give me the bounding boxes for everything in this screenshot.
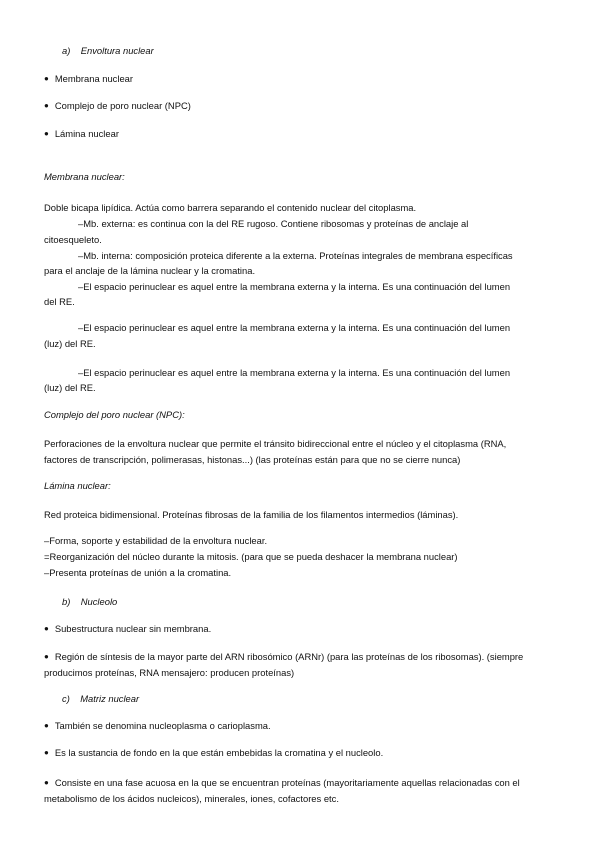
espacio-1-line1: –El espacio perinuclear es aquel entre la membrana externa y la interna. Es una continuación del lumen	[78, 281, 511, 292]
mb-interna-line2: para el anclaje de la lámina nuclear y la cromatina.	[44, 265, 256, 276]
poro-heading: Complejo del poro nuclear (NPC):	[44, 409, 185, 420]
section-a-label: a)	[62, 45, 71, 56]
nucleolo-bullet-2-line2: producimos proteínas, RNA mensajero: producen proteínas)	[44, 667, 295, 678]
matriz-bullet-2: ● Es la sustancia de fondo en la que están embebidas la cromatina y el nucleolo.	[44, 745, 383, 762]
matriz-bullet-3-line2: metabolismo de los ácidos nucleicos), minerales, iones, cofactores etc.	[44, 793, 339, 804]
membrana-intro: Doble bicapa lipídica. Actúa como barrera separando el contenido nuclear del citoplasma.	[44, 202, 417, 213]
matriz-bullet-1: ● También se denomina nucleoplasma o carioplasma.	[44, 718, 271, 735]
bullet-complejo-poro: ● Complejo de poro nuclear (NPC)	[44, 98, 191, 115]
espacio-2-line2: (luz) del RE.	[44, 338, 96, 349]
section-c-label: c)	[62, 693, 70, 704]
espacio-1-line2: del RE.	[44, 296, 75, 307]
poro-line1: Perforaciones de la envoltura nuclear que permite el tránsito bidireccional entre el núcleo y el citoplasma (RNA,	[44, 438, 507, 449]
section-a-heading	[62, 43, 154, 59]
section-c-title: Matriz nuclear	[80, 693, 140, 704]
mb-interna-line1: –Mb. interna: composición proteica diferente a la externa. Proteínas integrales de membrana específicas	[78, 250, 513, 261]
espacio-3-line1: –El espacio perinuclear es aquel entre la membrana externa y la interna. Es una continuación del lumen	[78, 367, 511, 378]
mb-externa-line2: citoesqueleto.	[44, 234, 102, 245]
lamina-item-1: –Forma, soporte y estabilidad de la envoltura nuclear.	[44, 535, 268, 546]
section-c-heading	[62, 691, 139, 707]
nucleolo-bullet-2-line1: ● Región de síntesis de la mayor parte del ARN ribosómico (ARNr) (para las proteínas de los ribosomas). (siempre	[44, 649, 523, 666]
matriz-bullet-3-line1: ● Consiste en una fase acuosa en la que se encuentran proteínas (mayoritariamente aquellas relacionadas con el	[44, 775, 520, 792]
bullet-membrana: ● Membrana nuclear	[44, 71, 133, 88]
lamina-item-2: =Reorganización del núcleo durante la mitosis. (para que se pueda deshacer la membrana nuclear)	[44, 551, 458, 562]
nucleolo-bullet-1: ● Subestructura nuclear sin membrana.	[44, 621, 211, 638]
lamina-line1: Red proteica bidimensional. Proteínas fibrosas de la familia de los filamentos intermedios (láminas).	[44, 509, 459, 520]
bullet-lamina: ● Lámina nuclear	[44, 126, 119, 143]
espacio-3-line2: (luz) del RE.	[44, 382, 96, 393]
espacio-2-line1: –El espacio perinuclear es aquel entre la membrana externa y la interna. Es una continuación del lumen	[78, 322, 511, 333]
section-b-label: b)	[62, 596, 71, 607]
lamina-heading: Lámina nuclear:	[44, 480, 111, 491]
section-a-title: Envoltura nuclear	[80, 45, 154, 56]
section-b-title: Nucleolo	[80, 596, 118, 607]
section-b-heading	[62, 594, 117, 610]
mb-externa-line1: –Mb. externa: es continua con la del RE rugoso. Contiene ribosomas y proteínas de anclaje al	[78, 218, 469, 229]
lamina-item-3: –Presenta proteínas de unión a la cromatina.	[44, 567, 232, 578]
poro-line2: factores de transcripción, polimerasas, histonas...) (las proteínas están para que no se cierre nunca)	[44, 454, 461, 465]
membrana-heading: Membrana nuclear:	[44, 171, 125, 182]
